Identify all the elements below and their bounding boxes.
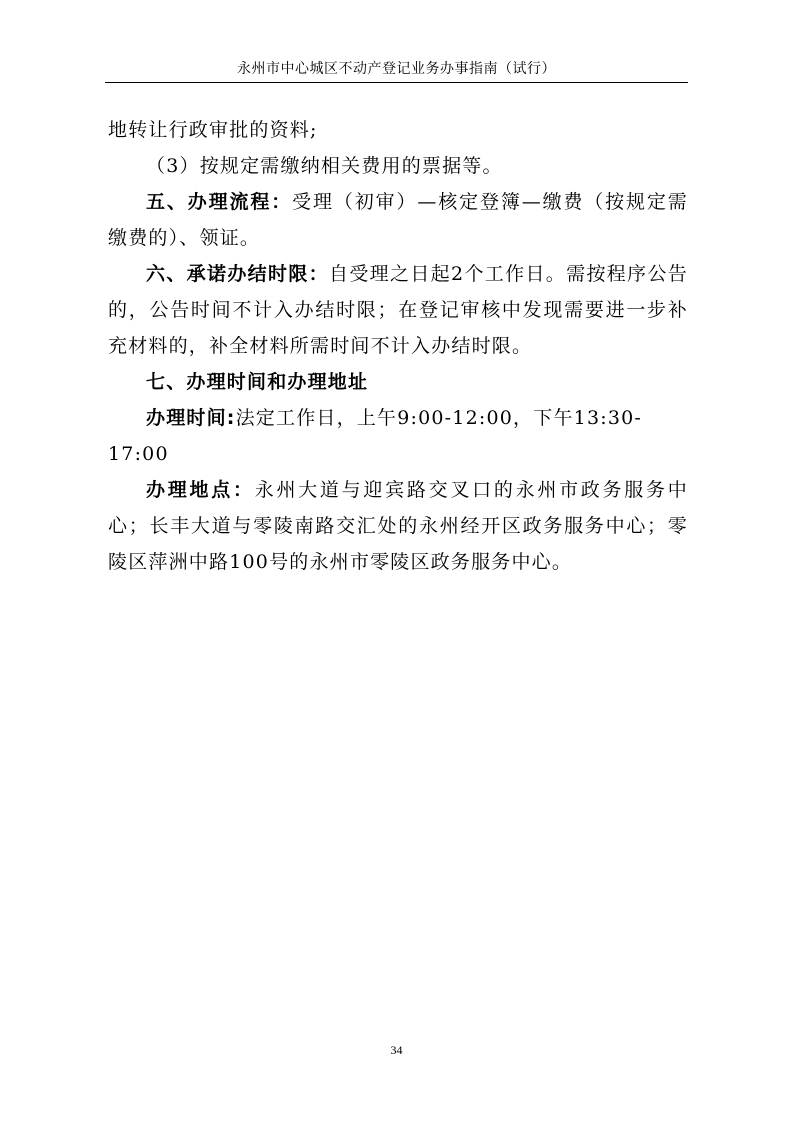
document-title: 永州市中心城区不动产登记业务办事指南（试行） bbox=[237, 61, 556, 77]
office-hours-text: 法定工作日，上午9:00-12:00，下午13:30-17:00 bbox=[108, 407, 643, 465]
page-number: 34 bbox=[390, 1043, 403, 1057]
section-process-heading: 五、办理流程： bbox=[146, 191, 293, 213]
section-time-address-heading: 七、办理时间和办理地址 bbox=[146, 371, 369, 393]
document-body bbox=[108, 112, 688, 580]
section-process-text: 受理（初审）—核定登簿—缴费（按规定需缴费的）、领证。 bbox=[108, 191, 688, 249]
paragraph-continuation: 地转让行政审批的资料; bbox=[108, 119, 318, 141]
section-time-limit-heading: 六、承诺办结时限： bbox=[146, 263, 330, 285]
section-time-address bbox=[108, 364, 688, 400]
section-time-limit bbox=[108, 256, 688, 364]
office-location-text: 永州大道与迎宾路交叉口的永州市政务服务中心；长丰大道与零陵南路交汇处的永州经开区政务服务中心；零陵区萍洲中路100号的永州市零陵区政务服务中心。 bbox=[108, 479, 688, 573]
paragraph-item-3: （3）按规定需缴纳相关费用的票据等。 bbox=[146, 155, 503, 177]
page-header bbox=[105, 58, 688, 83]
office-hours bbox=[108, 400, 688, 472]
section-time-limit-text: 自受理之日起2个工作日。需按程序公告的，公告时间不计入办结时限；在登记审核中发现需要进一步补充材料的，补全材料所需时间不计入办结时限。 bbox=[108, 263, 688, 357]
office-hours-label: 办理时间: bbox=[146, 407, 236, 429]
office-location bbox=[108, 472, 688, 580]
office-location-label: 办理地点： bbox=[146, 479, 255, 501]
section-process bbox=[108, 184, 688, 256]
